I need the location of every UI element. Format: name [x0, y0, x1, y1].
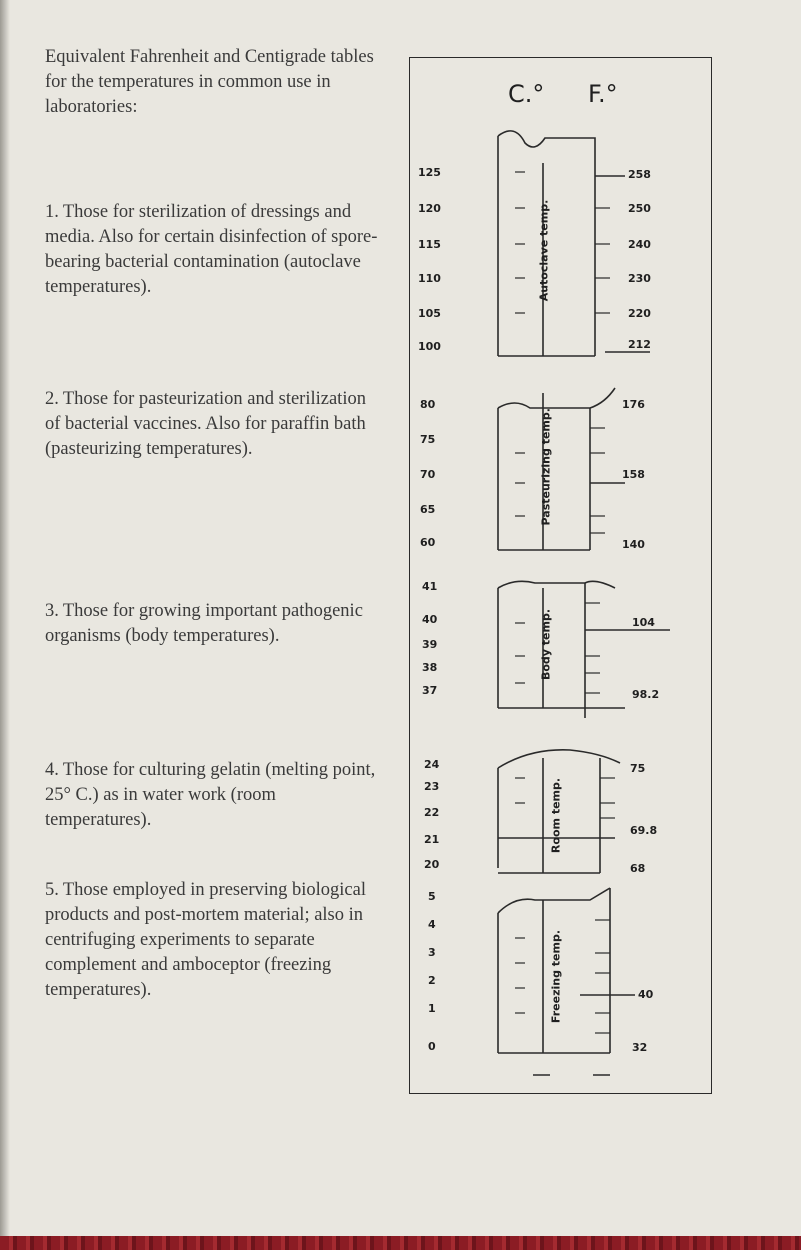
- group-label: Body temp.: [539, 608, 553, 681]
- celsius-value: 110: [418, 272, 441, 285]
- fahrenheit-value: 258: [628, 168, 651, 181]
- celsius-header: C.°: [508, 80, 545, 108]
- fahrenheit-value: 104: [632, 616, 655, 629]
- text-column: [45, 45, 380, 1000]
- group-label: Autoclave temp.: [537, 199, 551, 302]
- celsius-value: 20: [424, 858, 440, 871]
- celsius-value: 40: [422, 613, 438, 626]
- celsius-value: 2: [428, 974, 436, 987]
- celsius-value: 22: [424, 806, 440, 819]
- item-number: 1.: [45, 202, 59, 222]
- celsius-value: 3: [428, 946, 436, 959]
- fahrenheit-value: 68: [630, 862, 646, 875]
- celsius-value: 24: [424, 758, 440, 771]
- item-text: Those for sterilization of dressings and media. Also for certain disinfection of spore-bearing bacterial contamination (autoclave temperatures).: [45, 202, 378, 297]
- fahrenheit-value: 75: [630, 762, 646, 775]
- celsius-value: 120: [418, 202, 441, 215]
- temperature-chart: [409, 57, 712, 1094]
- celsius-value: 0: [428, 1040, 436, 1053]
- item-number: 3.: [45, 601, 59, 621]
- celsius-value: 39: [422, 638, 438, 651]
- celsius-value: 115: [418, 238, 441, 251]
- celsius-value: 60: [420, 536, 436, 549]
- celsius-value: 1: [428, 1002, 436, 1015]
- fahrenheit-value: 230: [628, 272, 651, 285]
- celsius-value: 21: [424, 833, 440, 846]
- celsius-value: 100: [418, 340, 441, 353]
- celsius-value: 80: [420, 398, 436, 411]
- fahrenheit-value: 32: [632, 1041, 648, 1054]
- fahrenheit-value: 212: [628, 338, 651, 351]
- item-number: 5.: [45, 880, 59, 900]
- list-item: [45, 758, 380, 833]
- list-item: [45, 387, 380, 462]
- celsius-value: 23: [424, 780, 440, 793]
- list-item: [45, 200, 380, 300]
- page-edge-shadow: [0, 0, 10, 1250]
- item-text: Those employed in preserving biological products and post-mortem material; also in centrifuging experiments to separate complement and amboceptor (freezing temperatures).: [45, 880, 366, 1000]
- fahrenheit-value: 220: [628, 307, 651, 320]
- list-item: [45, 599, 380, 649]
- fahrenheit-value: 98.2: [632, 688, 660, 701]
- page-bottom-edge: [0, 1236, 801, 1250]
- item-number: 4.: [45, 760, 59, 780]
- fahrenheit-value: 176: [622, 398, 645, 411]
- celsius-value: 70: [420, 468, 436, 481]
- item-text: Those for growing important pathogenic organisms (body temperatures).: [45, 601, 363, 646]
- fahrenheit-value: 240: [628, 238, 651, 251]
- celsius-value: 5: [428, 890, 436, 903]
- item-text: Those for pasteurization and sterilization of bacterial vaccines. Also for paraffin bath (pasteurizing temperatures).: [45, 389, 366, 459]
- fahrenheit-value: 40: [638, 988, 654, 1001]
- celsius-value: 75: [420, 433, 436, 446]
- fahrenheit-value: 69.8: [630, 824, 658, 837]
- list-item: [45, 878, 380, 1003]
- fahrenheit-value: 250: [628, 202, 651, 215]
- item-text: Those for culturing gelatin (melting point, 25° C.) as in water work (room temperatures).: [45, 760, 376, 830]
- celsius-value: 37: [422, 684, 438, 697]
- celsius-value: 41: [422, 580, 438, 593]
- celsius-value: 4: [428, 918, 436, 931]
- fahrenheit-value: 140: [622, 538, 645, 551]
- celsius-value: 38: [422, 661, 438, 674]
- fahrenheit-value: 158: [622, 468, 645, 481]
- intro-paragraph: Equivalent Fahrenheit and Centigrade tables for the temperatures in common use in laboratories:: [45, 47, 374, 117]
- group-label: Room temp.: [549, 777, 563, 854]
- celsius-value: 125: [418, 166, 441, 179]
- celsius-value: 105: [418, 307, 441, 320]
- group-label: Pasteurizing temp.: [539, 408, 553, 526]
- item-number: 2.: [45, 389, 59, 409]
- celsius-value: 65: [420, 503, 436, 516]
- group-label: Freezing temp.: [549, 929, 563, 1024]
- fahrenheit-header: F.°: [588, 80, 618, 108]
